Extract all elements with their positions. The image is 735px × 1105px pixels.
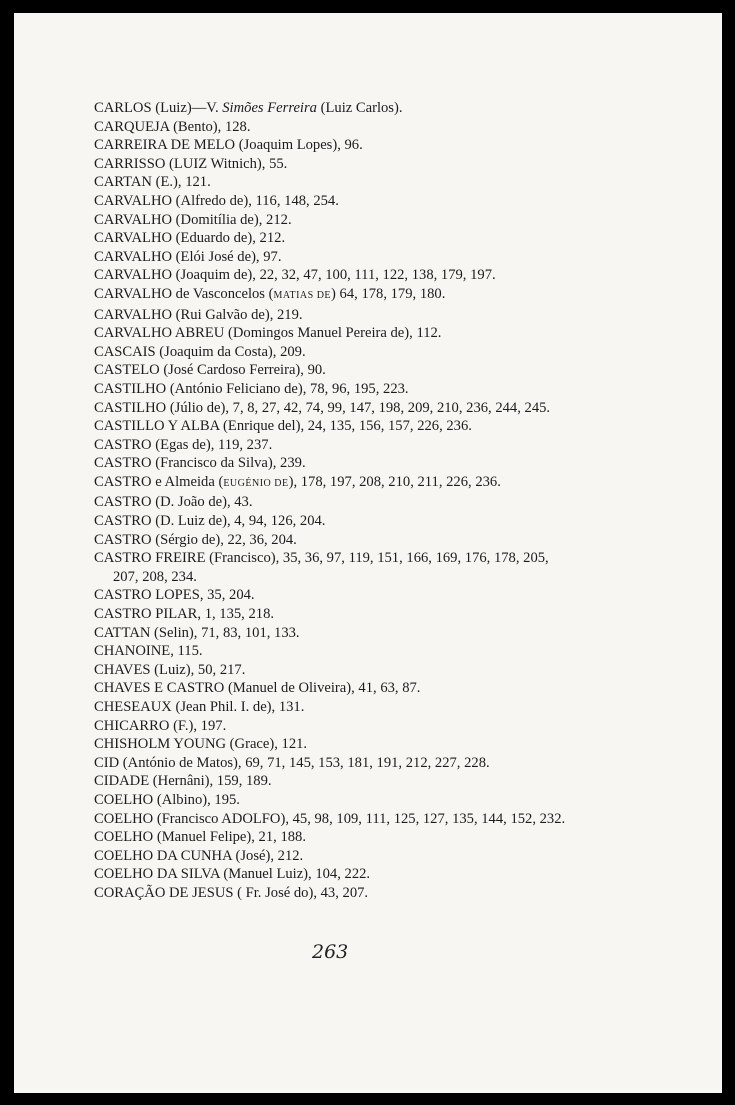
index-entry <box>94 493 569 512</box>
entry-rest: (José Cardoso Ferreira), 90. <box>159 362 326 379</box>
entry-name: CASTRO <box>94 513 152 530</box>
entry-name: CARRISSO <box>94 155 166 172</box>
entry-rest: , 35, 204. <box>199 587 255 604</box>
index-entry <box>94 605 569 624</box>
entry-rest: (Júlio de), 7, 8, 27, 42, 74, 99, 147, 198, 209, 210, 236, 244, 245. <box>166 399 551 416</box>
index-entry <box>94 735 569 754</box>
entry-after: ) 64, 178, 179, 180. <box>331 285 446 302</box>
entry-name: CHICARRO <box>94 717 170 734</box>
index-entry <box>94 717 569 736</box>
index-entry <box>94 417 569 436</box>
index-entry <box>94 399 569 418</box>
document-page <box>14 13 722 1093</box>
entry-rest: (Selin), 71, 83, 101, 133. <box>150 624 300 641</box>
index-entry <box>94 99 569 118</box>
entry-rest: (Hernâni), 159, 189. <box>149 773 272 790</box>
index-entry <box>94 306 569 325</box>
entry-name: CASCAIS <box>94 343 156 360</box>
entry-rest: (Joaquim da Costa), 209. <box>155 343 306 360</box>
entry-name: COELHO <box>94 829 154 846</box>
index-entry <box>94 380 569 399</box>
index-entry <box>94 211 569 230</box>
entry-rest: (Elói José de), 97. <box>172 248 282 265</box>
entry-rest: (Joaquim de), 22, 32, 47, 100, 111, 122, 138, 179, 197. <box>172 267 496 284</box>
entry-rest: (António Feliciano de), 78, 96, 195, 223. <box>166 380 409 397</box>
entry-rest: (Albino), 195. <box>153 791 240 808</box>
entry-rest: (José), 212. <box>231 847 304 864</box>
entry-name: CHAVES E CASTRO <box>94 680 225 697</box>
entry-rest: (E.), 121. <box>151 174 211 191</box>
entry-after: (Luiz Carlos). <box>316 100 403 116</box>
entry-name: CHANOINE <box>94 643 171 660</box>
entry-rest: (Sérgio de), 22, 36, 204. <box>151 531 297 548</box>
index-entry <box>94 454 569 473</box>
index-entry <box>94 679 569 698</box>
index-entry <box>94 791 569 810</box>
entry-name: COELHO DA SILVA <box>94 866 220 883</box>
entry-name: CASTRO <box>94 473 152 490</box>
index-entry <box>94 118 569 137</box>
index-entry <box>94 661 569 680</box>
entry-rest: de Vasconcelos ( <box>172 285 274 302</box>
index-entry <box>94 361 569 380</box>
entry-rest: , 115. <box>170 643 203 660</box>
index-entry <box>94 324 569 343</box>
index-entry <box>94 642 569 661</box>
entry-name: CHESEAUX <box>94 699 172 715</box>
entry-name: CHISHOLM YOUNG <box>94 736 227 753</box>
entry-rest: (Enrique del), 24, 135, 156, 157, 226, 236. <box>219 418 472 435</box>
entry-name: CHAVES <box>94 661 151 678</box>
index-entry <box>94 512 569 531</box>
entry-name: CASTRO <box>94 494 152 511</box>
entry-name: CARQUEJA <box>94 118 170 135</box>
entry-name: CORAÇÃO DE JESUS <box>94 884 234 901</box>
index-entry <box>94 884 569 903</box>
index-entry <box>94 847 569 866</box>
index-entry <box>94 586 569 605</box>
entry-name: CARVALHO <box>94 230 173 247</box>
entry-sc: MATIAS DE <box>273 289 332 301</box>
index-entry <box>94 248 569 267</box>
entry-rest: (D. João de), 43. <box>151 494 253 511</box>
entry-rest: ( Fr. José do), 43, 207. <box>233 884 369 901</box>
entry-name: CASTRO <box>94 436 152 453</box>
entry-rest: (Alfredo de), 116, 148, 254. <box>172 192 339 209</box>
entry-rest: (Luiz), 50, 217. <box>150 661 246 678</box>
entry-rest: (LUIZ Witnich), 55. <box>165 155 288 172</box>
index-entry <box>94 473 569 494</box>
entry-name: CIDADE <box>94 773 150 790</box>
entry-name: CARVALHO <box>94 306 173 323</box>
entry-rest: (Luiz)—V. <box>151 100 223 116</box>
index-entry <box>94 810 569 829</box>
entry-rest: (Rui Galvão de), 219. <box>172 306 303 323</box>
index-entry <box>94 865 569 884</box>
entry-rest: (Bento), 128. <box>169 118 251 135</box>
entry-name: CASTILLO Y ALBA <box>94 418 220 435</box>
entry-name: CASTELO <box>94 362 160 379</box>
index-entries <box>94 99 569 903</box>
index-entry <box>94 772 569 791</box>
entry-rest: (D. Luiz de), 4, 94, 126, 204. <box>151 513 326 530</box>
index-entry <box>94 266 569 285</box>
entry-name: CASTILHO <box>94 380 167 397</box>
entry-name: CARTAN <box>94 174 152 191</box>
index-entry <box>94 531 569 550</box>
entry-name: CARVALHO ABREU <box>94 325 225 342</box>
entry-italic: Simões Ferreira <box>222 100 317 116</box>
index-entry <box>94 754 569 773</box>
entry-rest: (Manuel Luiz), 104, 222. <box>219 866 371 883</box>
index-entry <box>94 343 569 362</box>
index-entry <box>94 828 569 847</box>
entry-name: CARVALHO <box>94 248 173 265</box>
entry-rest: (Francisco), 35, 36, 97, 119, 151, 166, 169, 176, 178, 205, 207, 208, 234. <box>113 550 549 585</box>
entry-name: COELHO DA CUNHA <box>94 847 232 864</box>
entry-rest: (Francisco da Silva), 239. <box>151 455 306 472</box>
entry-rest: e Almeida ( <box>151 473 224 490</box>
entry-name: CID <box>94 754 120 771</box>
entry-name: CARVALHO <box>94 211 173 228</box>
entry-sc: EUGÉNIO DE <box>223 477 289 489</box>
page-number: 263 <box>312 941 349 963</box>
entry-name: CARLOS <box>94 100 152 116</box>
entry-name: CARVALHO <box>94 192 173 209</box>
index-entry <box>94 285 569 306</box>
index-entry <box>94 155 569 174</box>
index-entry <box>94 173 569 192</box>
entry-name: CARVALHO <box>94 285 173 302</box>
entry-name: COELHO <box>94 791 154 808</box>
index-entry <box>94 136 569 155</box>
index-entry <box>94 549 569 586</box>
entry-rest: (Manuel Felipe), 21, 188. <box>153 829 306 846</box>
entry-after: ), 178, 197, 208, 210, 211, 226, 236. <box>288 473 501 490</box>
entry-rest: (Jean Phil. I. de), 131. <box>171 699 305 715</box>
entry-name: COELHO <box>94 810 154 827</box>
index-entry <box>94 192 569 211</box>
entry-rest: (Domitília de), 212. <box>172 211 292 228</box>
entry-name: CATTAN <box>94 624 151 641</box>
entry-rest: (Joaquim Lopes), 96. <box>235 137 363 154</box>
entry-rest: (António de Matos), 69, 71, 145, 153, 181, 191, 212, 227, 228. <box>119 754 490 771</box>
entry-rest: (Egas de), 119, 237. <box>151 436 273 453</box>
entry-name: CARVALHO <box>94 267 173 284</box>
entry-name: CASTILHO <box>94 399 167 416</box>
entry-rest: , 1, 135, 218. <box>197 606 275 623</box>
index-entry <box>94 436 569 455</box>
entry-rest: (Francisco ADOLFO), 45, 98, 109, 111, 125, 127, 135, 144, 152, 232. <box>153 810 566 827</box>
entry-rest: (Eduardo de), 212. <box>172 230 286 247</box>
index-entry <box>94 624 569 643</box>
entry-rest: (Domingos Manuel Pereira de), 112. <box>224 325 442 342</box>
entry-rest: (Manuel de Oliveira), 41, 63, 87. <box>224 680 421 697</box>
entry-name: CASTRO <box>94 531 152 548</box>
entry-name: CASTRO FREIRE <box>94 550 206 567</box>
entry-name: CASTRO <box>94 455 152 472</box>
entry-rest: (Grace), 121. <box>226 736 308 753</box>
entry-name: CASTRO PILAR <box>94 606 198 623</box>
index-entry <box>94 229 569 248</box>
entry-rest: (F.), 197. <box>169 717 227 734</box>
entry-name: CARREIRA DE MELO <box>94 137 236 154</box>
index-entry <box>94 698 569 717</box>
entry-name: CASTRO LOPES <box>94 587 200 604</box>
